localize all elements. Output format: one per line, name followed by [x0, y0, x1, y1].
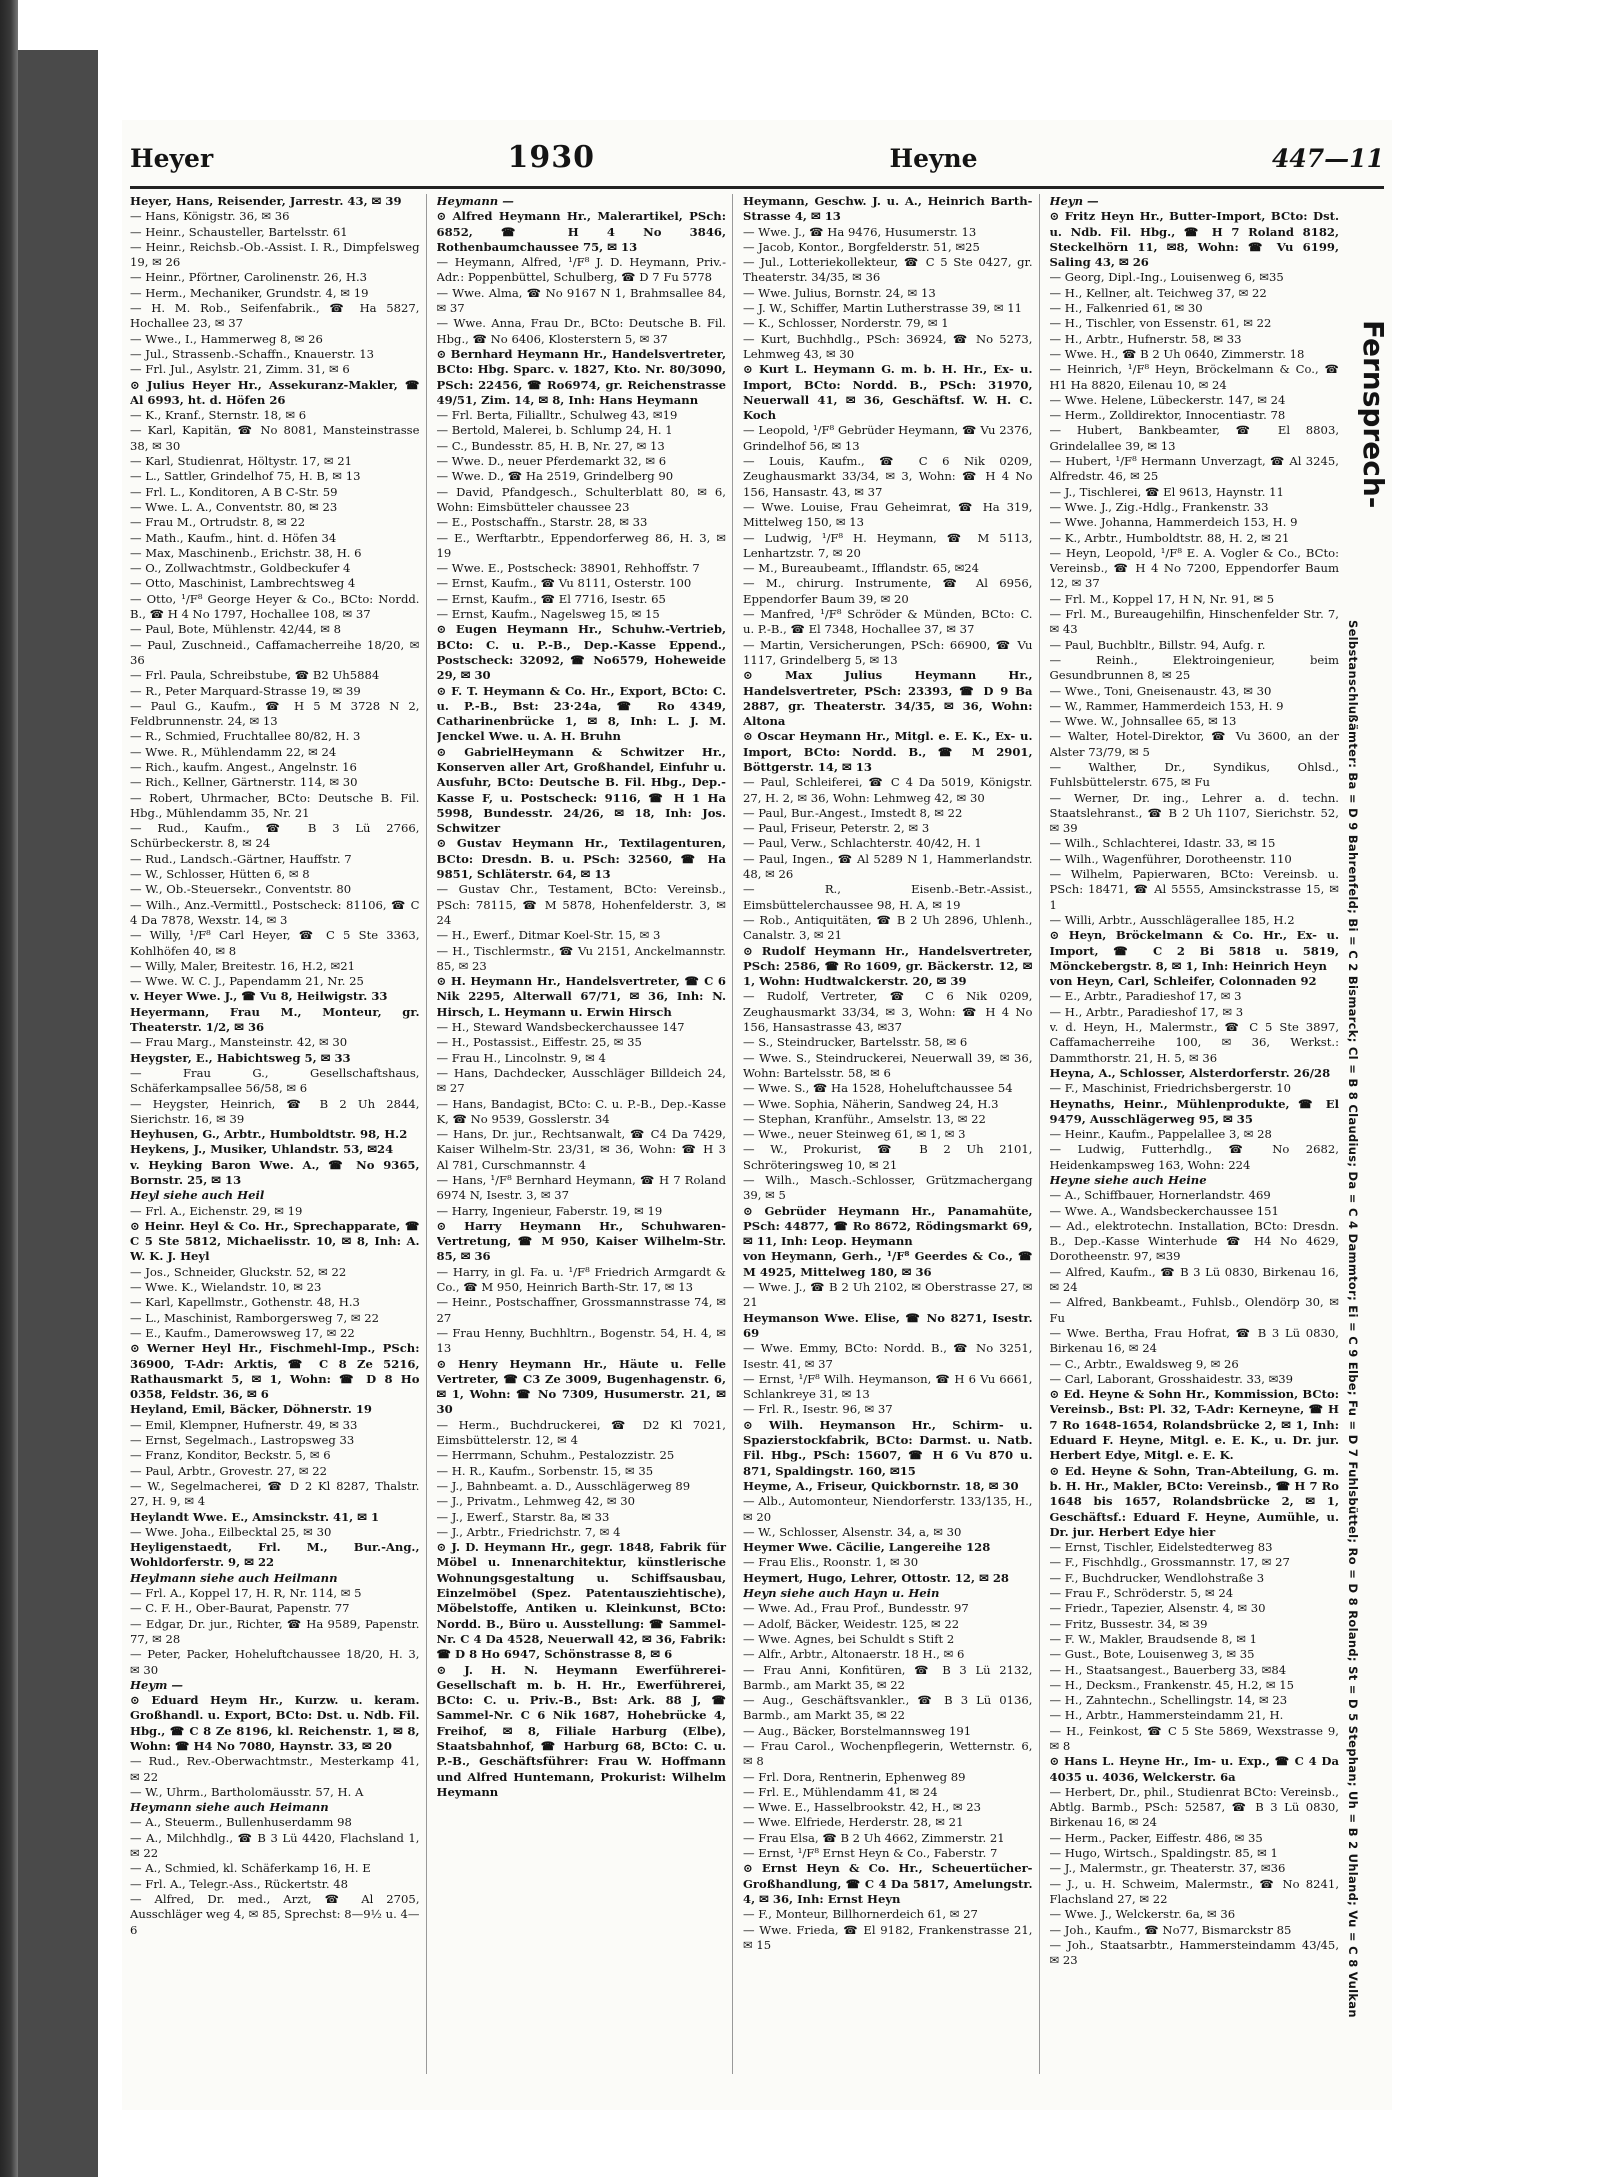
- directory-entry: Heyl siehe auch Heil: [130, 1188, 265, 1203]
- directory-entry: — Heinr., Pförtner, Carolinenstr. 26, H.3: [130, 270, 368, 285]
- directory-entry: — Max, Maschinenb., Erichstr. 38, H. 6: [130, 545, 362, 560]
- directory-entry: — F., Monteur, Billhornerdeich 61, ✉ 27: [743, 1907, 978, 1922]
- directory-entry: — R., Eisenb.-Betr.-Assist., Eimsbüttelerchaussee 98, H. A, ✉ 19: [743, 882, 1033, 912]
- column-3: [743, 194, 1040, 2074]
- directory-entry: ⊙ Eugen Heymann Hr., Schuhw.-Vertrieb, BCto: C. u. P.-B., Dep.-Kasse Eppend., Postscheck: 32092, ☎ No6579, Hoheweide 29, ✉ 30: [436, 622, 726, 683]
- directory-entry: Heymann —: [436, 194, 514, 208]
- directory-entry: — David, Pfandgesch., Schulterblatt 80, ✉ 6, Wohn: Eimsbütteler chaussee 23: [436, 484, 726, 514]
- directory-entry: — F., Maschinist, Friedrichsbergerstr. 10: [1049, 1081, 1292, 1096]
- directory-entry: — Paul, Bur.-Angest., Imstedt 8, ✉ 22: [743, 805, 963, 820]
- directory-entry: v. Heyking Baron Wwe. A., ☎ No 9365, Bornstr. 25, ✉ 13: [130, 1157, 420, 1187]
- directory-entry: — Math., Kaufm., hint. d. Höfen 34: [130, 530, 337, 545]
- directory-entry: — Frau M., Ortrudstr. 8, ✉ 22: [130, 515, 306, 530]
- directory-entry: Heyn —: [1049, 194, 1099, 208]
- directory-entry: ⊙ Rudolf Heymann Hr., Handelsvertreter, PSch: 2586, ☎ Ro 1609, gr. Bäckerstr. 12, ✉ 1, Wohn: Hudtwalckerstr. 20, ✉ 39: [743, 943, 1033, 989]
- directory-entry: — Hans, Königstr. 36, ✉ 36: [130, 209, 290, 224]
- column-2: [437, 194, 734, 2074]
- directory-entry: — Ernst, ¹/F⁸ Ernst Heyn & Co., Faberstr. 7: [743, 1846, 998, 1861]
- directory-entry: — Wwe. Helene, Lübeckerstr. 147, ✉ 24: [1049, 392, 1286, 407]
- directory-entry: — Joh., Kaufm., ☎ No77, Bismarckstr 85: [1049, 1922, 1292, 1937]
- directory-entry: — Heygster, Heinrich, ☎ B 2 Uh 2844, Sierichstr. 16, ✉ 39: [130, 1096, 420, 1126]
- page-header: [130, 140, 1384, 180]
- directory-entry: — Frau F., Schröderstr. 5, ✉ 24: [1049, 1586, 1234, 1601]
- header-first-name: Heyer: [130, 144, 214, 173]
- directory-entry: — Paul, Verw., Schlachterstr. 40/42, H. 1: [743, 836, 982, 851]
- directory-entry: — Willy, Maler, Breitestr. 16, H.2, ✉21: [130, 958, 356, 973]
- directory-page: [122, 120, 1392, 2110]
- directory-entry: — Karl, Kapellmstr., Gothenstr. 48, H.3: [130, 1295, 360, 1310]
- directory-entry: — Wilh., Masch.-Schlosser, Grützmachergang 39, ✉ 5: [743, 1173, 1033, 1203]
- directory-entry: ⊙ Fritz Heyn Hr., Butter-Import, BCto: Dst. u. Ndb. Fil. Hbg., ☎ H 7 Roland 8182, Steckelhörn 11, ✉8, Wohn: ☎ Vu 6199, Saling 43, ✉ 26: [1049, 209, 1339, 270]
- directory-entry: ⊙ Heyn, Bröckelmann & Co. Hr., Ex- u. Import, ☎ C 2 Bi 5818 u. 5819, Mönckebergstr. 8, ✉ 1, Inh: Heinrich Heyn: [1049, 928, 1339, 973]
- directory-entry: ⊙ J. H. N. Heymann Ewerführerei-Gesellschaft m. b. H. Hr., Ewerführerei, BCto: C. u. Priv.-B., Bst: Ark. 88 J, ☎ Sammel-Nr. C 6 Nik 1687, Hohebrücke 4, Freihof, ✉ 8, Filiale Harburg (Elbe), Staatsbahnhof, ☎ Harburg 68, BCto: C. u. P.-B., Geschäftsführer: Frau W. Hoffmann und Alfred Huntemann, Prokurist: Wilhelm Heymann: [436, 1662, 726, 1799]
- directory-entry: — Wwe. K., Wielandstr. 10, ✉ 23: [130, 1280, 322, 1295]
- directory-entry: — J., Bahnbeamt. a. D., Ausschlägerweg 89: [436, 1478, 691, 1493]
- scan-margin: [18, 50, 98, 2177]
- directory-entry: — Franz, Konditor, Beckstr. 5, ✉ 6: [130, 1448, 331, 1463]
- directory-entry: — Alfred, Bankbeamt., Fuhlsb., Olendörp 30, ✉ Fu: [1049, 1295, 1339, 1325]
- directory-entry: von Heyn, Carl, Schleifer, Colonnaden 92: [1049, 974, 1317, 989]
- directory-entry: Heyn siehe auch Hayn u. Hein: [743, 1586, 940, 1601]
- directory-entry: — W., Rammer, Hammerdeich 153, H. 9: [1049, 698, 1284, 713]
- directory-entry: — Alfred, Dr. med., Arzt, ☎ Al 2705, Ausschläger weg 4, ✉ 85, Sprechst: 8—9½ u. 4—6: [130, 1891, 420, 1937]
- directory-entry: — E., Arbtr., Paradieshof 17, ✉ 3: [1049, 989, 1242, 1004]
- directory-entry: — Frl. M., Bureaugehilfin, Hinschenfelder Str. 7, ✉ 43: [1049, 607, 1339, 637]
- directory-entry: — Hans, Dachdecker, Ausschläger Billdeich 24, ✉ 27: [436, 1065, 726, 1096]
- directory-entry: ⊙ Ed. Heyne & Sohn, Tran-Abteilung, G. m. b. H. Hr., Makler, BCto: Vereinsb., ☎ H 7 Ro 1648 bis 1657, Rolandsbrücke 2, ✉ 1, Geschäftsf.: Eduard F. Heyne, Aumühle, u. Dr. jur. Herbert Edye hier: [1049, 1463, 1339, 1539]
- directory-entry: — Hugo, Wirtsch., Spaldingstr. 85, ✉ 1: [1049, 1846, 1278, 1861]
- directory-entry: — A., Milchhdlg., ☎ B 3 Lü 4420, Flachsland 1, ✉ 22: [130, 1830, 420, 1861]
- directory-entry: — Frau Carol., Wochenpflegerin, Wetternstr. 6, ✉ 8: [743, 1738, 1033, 1769]
- directory-entry: ⊙ Max Julius Heymann Hr., Handelsvertreter, PSch: 23393, ☎ D 9 Ba 2887, gr. Theaterstr. 34/35, ✉ 36, Wohn: Altona: [743, 668, 1033, 729]
- directory-entry: — Hubert, Bankbeamter, ☎ El 8803, Grindelallee 39, ✉ 13: [1049, 423, 1339, 453]
- directory-entry: — Wilh., Anz.-Vermittl., Postscheck: 81106, ☎ C 4 Da 7878, Wexstr. 14, ✉ 3: [130, 897, 420, 927]
- directory-entry: — Paul, Arbtr., Grovestr. 27, ✉ 22: [130, 1463, 328, 1478]
- directory-entry: — Paul, Bote, Mühlenstr. 42/44, ✉ 8: [130, 622, 342, 637]
- directory-entry: — Wilhelm, Papierwaren, BCto: Vereinsb. u. PSch: 18471, ☎ Al 5555, Amsinckstrasse 15, ✉ 1: [1049, 867, 1339, 912]
- directory-entry: Heygster, E., Habichtsweg 5, ✉ 33: [130, 1050, 351, 1065]
- directory-entry: — Hans, Dr. jur., Rechtsanwalt, ☎ C4 Da 7429, Kaiser Wilhelm-Str. 23/31, ✉ 36, Wohn: ☎ H 3 Al 781, Curschmannstr. 4: [436, 1127, 726, 1172]
- directory-entry: — K., Arbtr., Humboldtstr. 88, H. 2, ✉ 21: [1049, 530, 1290, 545]
- directory-entry: — W., Prokurist, ☎ B 2 Uh 2101, Schröteringsweg 10, ✉ 21: [743, 1142, 1033, 1172]
- directory-entry: — J. W., Schiffer, Martin Lutherstrasse 39, ✉ 11: [743, 301, 1023, 316]
- directory-entry: — Herm., Zolldirektor, Innocentiastr. 78: [1049, 408, 1286, 423]
- directory-entry: — Alfred, Kaufm., ☎ B 3 Lü 0830, Birkenau 16, ✉ 24: [1049, 1264, 1339, 1295]
- directory-entry: Heylmann siehe auch Heilmann: [130, 1570, 338, 1585]
- directory-entry: — Walther, Dr., Syndikus, Ohlsd., Fuhlsbüttelerstr. 675, ✉ Fu: [1049, 759, 1339, 790]
- directory-entry: — Hubert, ¹/F⁸ Hermann Unverzagt, ☎ Al 3245, Alfredstr. 46, ✉ 25: [1049, 454, 1339, 484]
- directory-columns: [130, 194, 1345, 2074]
- directory-entry: — F., Buchdrucker, Wendlohstraße 3: [1049, 1570, 1265, 1585]
- directory-entry: — Stephan, Kranführ., Amselstr. 13, ✉ 22: [743, 1111, 986, 1126]
- directory-entry: — Alfr., Arbtr., Altonaerstr. 18 H., ✉ 6: [743, 1647, 965, 1662]
- directory-entry: — L., Maschinist, Ramborgersweg 7, ✉ 22: [130, 1310, 379, 1325]
- directory-entry: — C., Arbtr., Ewaldsweg 9, ✉ 26: [1049, 1356, 1239, 1371]
- directory-entry: — Wwe. Anna, Frau Dr., BCto: Deutsche B. Fil. Hbg., ☎ No 6406, Klosterstern 5, ✉ 37: [436, 316, 726, 346]
- directory-entry: — Hans, ¹/F⁸ Bernhard Heymann, ☎ H 7 Roland 6974 N, Isestr. 3, ✉ 37: [436, 1173, 726, 1203]
- directory-entry: — Otto, Maschinist, Lambrechtsweg 4: [130, 576, 356, 591]
- directory-entry: — Willi, Arbtr., Ausschlägerallee 185, H.2: [1049, 912, 1295, 927]
- directory-entry: — Ludwig, Futterhdlg., ☎ No 2682, Heidenkampsweg 163, Wohn: 224: [1049, 1142, 1339, 1172]
- directory-entry: — H., Ewerf., Ditmar Koel-Str. 15, ✉ 3: [436, 928, 661, 943]
- directory-entry: ⊙ Gustav Heymann Hr., Textilagenturen, BCto: Dresdn. B. u. PSch: 32560, ☎ Ha 9851, Schläterstr. 64, ✉ 13: [436, 836, 726, 882]
- directory-entry: — Wwe., neuer Steinweg 61, ✉ 1, ✉ 3: [743, 1127, 966, 1142]
- directory-entry: — Wwe. A., Wandsbeckerchaussee 151: [1049, 1203, 1279, 1218]
- directory-entry: — R., Schmied, Fruchtallee 80/82, H. 3: [130, 729, 361, 744]
- directory-entry: Heymann, Geschw. J. u. A., Heinrich Barth-Strasse 4, ✉ 13: [743, 194, 1033, 224]
- directory-entry: ⊙ H. Heymann Hr., Handelsvertreter, ☎ C 6 Nik 2295, Alterwall 67/71, ✉ 36, Inh: N. Hirsch, L. Heymann u. Erwin Hirsch: [436, 974, 726, 1019]
- directory-entry: Heymert, Hugo, Lehrer, Ottostr. 12, ✉ 28: [743, 1570, 1009, 1585]
- directory-entry: — Frau Henny, Buchhltrn., Bogenstr. 54, H. 4, ✉ 13: [436, 1325, 726, 1356]
- directory-entry: — Frl. Berta, Filialltr., Schulweg 43, ✉19: [436, 408, 678, 423]
- directory-entry: ⊙ F. T. Heymann & Co. Hr., Export, BCto: C. u. P.-B., Bst: 23·24a, ☎ Ro 4349, Catharinenbrücke 1, ✉ 8, Inh: L. J. M. Jenckel Wwe. u. A. H. Bruhn: [436, 683, 726, 744]
- directory-entry: — Ernst, ¹/F⁸ Wilh. Heymanson, ☎ H 6 Vu 6661, Schlankreye 31, ✉ 13: [743, 1371, 1033, 1402]
- directory-entry: — Wwe., Toni, Gneisenaustr. 43, ✉ 30: [1049, 683, 1272, 698]
- directory-entry: — Ernst, Kaufm., Nagelsweg 15, ✉ 15: [436, 607, 660, 622]
- directory-entry: Heylandt Wwe. E., Amsinckstr. 41, ✉ 1: [130, 1509, 380, 1524]
- directory-entry: — Paul, Friseur, Peterstr. 2, ✉ 3: [743, 821, 930, 836]
- directory-entry: — Ernst, Segelmach., Lastropsweg 33: [130, 1433, 355, 1448]
- directory-entry: — Ernst, Tischler, Eidelstedterweg 83: [1049, 1540, 1273, 1555]
- directory-entry: — Aug., Bäcker, Borstelmannsweg 191: [743, 1723, 972, 1738]
- sidebar-title: Fernsprech-: [1357, 320, 1390, 509]
- directory-entry: — Ludwig, ¹/F⁸ H. Heymann, ☎ M 5113, Lenhartzstr. 7, ✉ 20: [743, 530, 1033, 560]
- directory-entry: — Harry, Ingenieur, Faberstr. 19, ✉ 19: [436, 1203, 663, 1218]
- sidebar-phone-legend: [1346, 320, 1392, 2018]
- directory-entry: — H., Kellner, alt. Teichweg 37, ✉ 22: [1049, 285, 1267, 300]
- directory-entry: — Peter, Packer, Hoheluftchaussee 18/20, H. 3, ✉ 30: [130, 1647, 420, 1677]
- directory-entry: — Wwe. Bertha, Frau Hofrat, ☎ B 3 Lü 0830, Birkenau 16, ✉ 24: [1049, 1325, 1339, 1356]
- directory-entry: Heyligenstaedt, Frl. M., Bur.-Ang., Wohldorferstr. 9, ✉ 22: [130, 1540, 420, 1570]
- directory-entry: — Emil, Klempner, Hufnerstr. 49, ✉ 33: [130, 1417, 358, 1432]
- directory-entry: — Frl. E., Mühlendamm 41, ✉ 24: [743, 1784, 938, 1799]
- directory-entry: Heyna, A., Schlosser, Alsterdorferstr. 26/28: [1049, 1065, 1331, 1080]
- directory-entry: — A., Schmied, kl. Schäferkamp 16, H. E: [130, 1861, 371, 1876]
- directory-entry: — Fritz, Bussestr. 34, ✉ 39: [1049, 1616, 1208, 1631]
- directory-entry: — Rich., Kellner, Gärtnerstr. 114, ✉ 30: [130, 775, 358, 790]
- directory-entry: — Alb., Automonteur, Niendorferstr. 133/135, H., ✉ 20: [743, 1494, 1033, 1524]
- directory-entry: — J., Tischlerei, ☎ El 9613, Haynstr. 11: [1049, 484, 1284, 499]
- directory-entry: Heyne siehe auch Heine: [1049, 1173, 1207, 1187]
- directory-entry: — Wwe. H., ☎ B 2 Uh 0640, Zimmerstr. 18: [1049, 346, 1305, 361]
- directory-entry: — Heinrich, ¹/F⁸ Heyn, Bröckelmann & Co., ☎ H1 Ha 8820, Eilenau 10, ✉ 24: [1049, 362, 1339, 392]
- directory-entry: — H., Zahntechn., Schellingstr. 14, ✉ 23: [1049, 1693, 1288, 1708]
- directory-entry: — Ernst, Kaufm., ☎ Vu 8111, Osterstr. 100: [436, 576, 692, 591]
- directory-entry: — W., Uhrm., Bartholomäusstr. 57, H. A: [130, 1784, 364, 1799]
- directory-entry: — M., Bureaubeamt., Ifflandstr. 65, ✉24: [743, 561, 980, 576]
- directory-entry: — Herrmann, Schuhm., Pestalozzistr. 25: [436, 1448, 675, 1463]
- directory-entry: — Jul., Strassenb.-Schaffn., Knauerstr. 13: [130, 346, 374, 361]
- directory-entry: — Herm., Mechaniker, Grundstr. 4, ✉ 19: [130, 285, 369, 300]
- directory-entry: — Kurt, Buchhdlg., PSch: 36924, ☎ No 5273, Lehmweg 43, ✉ 30: [743, 331, 1033, 361]
- directory-entry: — Rudolf, Vertreter, ☎ C 6 Nik 0209, Zeughausmarkt 33/34, ✉ 3, Wohn: ☎ H 4 No 156, Hansastrasse 43, ✉37: [743, 989, 1033, 1035]
- directory-entry: — Wwe. Elfriede, Herderstr. 28, ✉ 21: [743, 1815, 964, 1830]
- directory-entry: — Wwe. S., Steindruckerei, Neuerwall 39, ✉ 36, Wohn: Bartelsstr. 58, ✉ 6: [743, 1050, 1033, 1080]
- directory-entry: — Jacob, Kontor., Borgfelderstr. 51, ✉25: [743, 239, 980, 254]
- directory-entry: — Edgar, Dr. jur., Richter, ☎ Ha 9589, Papenstr. 77, ✉ 28: [130, 1616, 420, 1646]
- directory-entry: — H. M. Rob., Seifenfabrik., ☎ Ha 5827, Hochallee 23, ✉ 37: [130, 301, 420, 331]
- directory-entry: — Wwe. Alma, ☎ No 9167 N 1, Brahmsallee 84, ✉ 37: [436, 285, 726, 316]
- directory-entry: — Wwe. D., ☎ Ha 2519, Grindelberg 90: [436, 469, 674, 484]
- directory-entry: — Frau Marg., Mansteinstr. 42, ✉ 30: [130, 1035, 348, 1050]
- directory-entry: — Frl. A., Koppel 17, H. R, Nr. 114, ✉ 5: [130, 1586, 362, 1601]
- directory-entry: — Herbert, Dr., phil., Studienrat BCto: Vereinsb., Abtlg. Barmb., PSch: 52587, ☎ B 3 Lü 0830, Birkenau 16, ✉ 24: [1049, 1784, 1339, 1830]
- directory-entry: — Frau G., Gesellschaftshaus, Schäferkampsallee 56/58, ✉ 6: [130, 1065, 420, 1096]
- directory-entry: — Gustav Chr., Testament, BCto: Vereinsb., PSch: 78115, ☎ M 5878, Hohenfelderstr. 3, ✉ 24: [436, 882, 726, 927]
- scan-edge: [0, 0, 18, 2177]
- directory-entry: — J., Privatm., Lehmweg 42, ✉ 30: [436, 1494, 635, 1509]
- directory-entry: — Martin, Versicherungen, PSch: 66900, ☎ Vu 1117, Grindelberg 5, ✉ 13: [743, 637, 1033, 667]
- directory-entry: — Frau Elsa, ☎ B 2 Uh 4662, Zimmerstr. 21: [743, 1830, 1005, 1845]
- directory-entry: — Wwe. Ad., Frau Prof., Bundesstr. 97: [743, 1601, 969, 1616]
- directory-entry: Heynaths, Heinr., Mühlenprodukte, ☎ El 9479, Ausschlägerweg 95, ✉ 35: [1049, 1096, 1339, 1126]
- directory-entry: — Heyn, Leopold, ¹/F⁸ E. A. Vogler & Co., BCto: Vereinsb., ☎ H 4 No 7200, Eppendorfer Baum 12, ✉ 37: [1049, 545, 1339, 591]
- directory-entry: — Rob., Antiquitäten, ☎ B 2 Uh 2896, Uhlenh., Canalstr. 3, ✉ 21: [743, 912, 1033, 943]
- directory-entry: — F. W., Makler, Braudsende 8, ✉ 1: [1049, 1631, 1257, 1646]
- directory-entry: — W., Ob.-Steuersekr., Conventstr. 80: [130, 882, 352, 897]
- directory-entry: — Wwe. R., Mühlendamm 22, ✉ 24: [130, 744, 337, 759]
- directory-entry: — Frl. Jul., Asylstr. 21, Zimm. 31, ✉ 6: [130, 362, 350, 377]
- directory-entry: — H., Tischler, von Essenstr. 61, ✉ 22: [1049, 316, 1272, 331]
- header-page-number: 447—11: [1272, 144, 1384, 173]
- directory-entry: — Wwe. L. A., Conventstr. 80, ✉ 23: [130, 499, 338, 514]
- directory-entry: — J., Arbtr., Friedrichstr. 7, ✉ 4: [436, 1524, 621, 1539]
- directory-entry: Heymann siehe auch Heimann: [130, 1800, 329, 1815]
- directory-entry: von Heymann, Gerh., ¹/F⁸ Geerdes & Co., ☎ M 4925, Mittelweg 180, ✉ 36: [743, 1249, 1033, 1279]
- directory-entry: — W., Segelmacherei, ☎ D 2 Kl 8287, Thalstr. 27, H. 9, ✉ 4: [130, 1478, 420, 1509]
- sidebar-subtitle: Selbstanschlußämter: Ba = D 9 Bahrenfeld; Bi = C 2 Bismarck; Cl = B 8 Claudius; Da = C 4 Dammtor; Ei = C 9 Elbe; Fu = D 7 Fuhlsbüttel; Ro = D 8 Roland; St = D 5 Stephan; Uh = B 2 Uhland; Vu = C 8 Vulkan: [1346, 620, 1360, 2018]
- column-1: [130, 194, 427, 2074]
- directory-entry: — Paul, Buchbltr., Billstr. 94, Aufg. r.: [1049, 637, 1266, 652]
- directory-entry: — Frau H., Lincolnstr. 9, ✉ 4: [436, 1050, 606, 1065]
- directory-entry: — Wwe. E., Postscheck: 38901, Rehhoffstr. 7: [436, 561, 700, 576]
- directory-entry: — Werner, Dr. ing., Lehrer a. d. techn. Staatslehranst., ☎ B 2 Uh 1107, Sierichstr. 52, ✉ 39: [1049, 790, 1339, 836]
- directory-entry: — Gust., Bote, Louisenweg 3, ✉ 35: [1049, 1647, 1255, 1662]
- directory-entry: — H., Feinkost, ☎ C 5 Ste 5869, Wexstrasse 9, ✉ 8: [1049, 1723, 1339, 1753]
- directory-entry: — H., Postassist., Eiffestr. 25, ✉ 35: [436, 1035, 642, 1050]
- directory-entry: — Frl. M., Koppel 17, H N, Nr. 91, ✉ 5: [1049, 591, 1275, 606]
- directory-entry: — J., Malermstr., gr. Theaterstr. 37, ✉36: [1049, 1861, 1286, 1876]
- directory-entry: — Wwe. J., ☎ B 2 Uh 2102, ✉ Oberstrasse 27, ✉ 21: [743, 1280, 1033, 1310]
- directory-entry: — K., Schlosser, Norderstr. 79, ✉ 1: [743, 316, 949, 331]
- directory-entry: — Otto, ¹/F⁸ George Heyer & Co., BCto: Nordd. B., ☎ H 4 No 1797, Hochallee 108, ✉ 37: [130, 591, 420, 622]
- directory-entry: — F., Fischhdlg., Grossmannstr. 17, ✉ 27: [1049, 1555, 1290, 1570]
- directory-entry: Heyme, A., Friseur, Quickbornstr. 18, ✉ 30: [743, 1478, 1019, 1493]
- directory-entry: — Wwe. E., Hasselbrookstr. 42, H., ✉ 23: [743, 1800, 981, 1815]
- directory-entry: — Wwe. Frieda, ☎ El 9182, Frankenstrasse 21, ✉ 15: [743, 1922, 1033, 1952]
- directory-entry: — Wwe. Julius, Bornstr. 24, ✉ 13: [743, 285, 936, 300]
- directory-entry: v. Heyer Wwe. J., ☎ Vu 8, Heilwigstr. 33: [130, 989, 388, 1004]
- directory-entry: — Wilh., Wagenführer, Dorotheenstr. 110: [1049, 851, 1292, 866]
- directory-entry: ⊙ GabrielHeymann & Schwitzer Hr., Konserven aller Art, Großhandel, Einfuhr u. Ausfuhr, BCto: Deutsche B. Fil. Hbg., Dep.-Kasse F, u. Postscheck: 9116, ☎ H 1 Ha 5998, Bundesstr. 24/26, ✉ 18, Inh: Jos. Schwitzer: [436, 744, 726, 836]
- directory-entry: — Herm., Buchdruckerei, ☎ D2 Kl 7021, Eimsbüttelerstr. 12, ✉ 4: [436, 1417, 726, 1448]
- directory-entry: ⊙ Ed. Heyne & Sohn Hr., Kommission, BCto: Vereinsb., Bst: Pl. 32, T-Adr: Kerneyne, ☎ H 7 Ro 1648-1654, Rolandsbrücke 2, ✉ 1, Inh: Eduard F. Heyne, Mitgl. e. E. K., u. Dr. jur. Herbert Edye, Mitgl. e. E. K.: [1049, 1387, 1339, 1463]
- directory-entry: — Carl, Laborant, Grosshaidestr. 33, ✉39: [1049, 1371, 1294, 1386]
- directory-entry: — Rud., Landsch.-Gärtner, Hauffstr. 7: [130, 851, 352, 866]
- directory-entry: — Ad., elektrotechn. Installation, BCto: Dresdn. B., Dep.-Kasse Winterhude ☎ H4 No 4629, Dorotheenstr. 97, ✉39: [1049, 1218, 1339, 1264]
- directory-entry: Heyer, Hans, Reisender, Jarrestr. 43, ✉ 39: [130, 194, 402, 208]
- directory-entry: Heyermann, Frau M., Monteur, gr. Theaterstr. 1/2, ✉ 36: [130, 1004, 420, 1035]
- directory-entry: — Adolf, Bäcker, Weidestr. 125, ✉ 22: [743, 1616, 960, 1631]
- directory-entry: Heykens, J., Musiker, Uhlandstr. 53, ✉24: [130, 1142, 394, 1157]
- directory-entry: — Leopold, ¹/F⁸ Gebrüder Heymann, ☎ Vu 2376, Grindelhof 56, ✉ 13: [743, 423, 1033, 453]
- directory-entry: ⊙ Bernhard Heymann Hr., Handelsvertreter, BCto: Hbg. Sparc. v. 1827, Kto. Nr. 80/3090, PSch: 22456, ☎ Ro6974, gr. Reichenstrasse 49/51, Zim. 14, ✉ 8, Inh: Hans Heymann: [436, 346, 726, 407]
- directory-entry: — R., Peter Marquard-Strasse 19, ✉ 39: [130, 683, 361, 698]
- directory-entry: — Reinh., Elektroingenieur, beim Gesundbrunnen 8, ✉ 25: [1049, 652, 1339, 683]
- directory-entry: — Herm., Packer, Eiffestr. 486, ✉ 35: [1049, 1830, 1263, 1845]
- column-4: [1050, 194, 1346, 2074]
- directory-entry: — L., Sattler, Grindelhof 75, H. B, ✉ 13: [130, 469, 361, 484]
- directory-entry: Heyhusen, G., Arbtr., Humboldtstr. 98, H.2: [130, 1127, 408, 1142]
- directory-entry: ⊙ J. D. Heymann Hr., gegr. 1848, Fabrik für Möbel u. Innenarchitektur, künstlerische Wohnungsgestaltung u. Schiffsausbau, Einzelmöbel (Spez. Patentausziehtische), Möbelstoffe, Antiken u. Kleinkunst, BCto: Nordd. B., Büro u. Ausstellung: ☎ Sammel-Nr. C 4 Da 4528, Neuerwall 42, ✉ 36, Fabrik: ☎ D 8 Ho 6947, Schönstrasse 8, ✉ 6: [436, 1540, 726, 1662]
- directory-entry: — H., Arbtr., Hufnerstr. 58, ✉ 33: [1049, 331, 1242, 346]
- directory-entry: — Aug., Geschäftsvankler., ☎ B 3 Lü 0136, Barmb., am Markt 35, ✉ 22: [743, 1693, 1033, 1723]
- directory-entry: ⊙ Ernst Heyn & Co. Hr., Scheuertücher-Großhandlung, ☎ C 4 Da 5817, Amelungstr. 4, ✉ 36, Inh: Ernst Heyn: [743, 1861, 1033, 1906]
- directory-entry: — Robert, Uhrmacher, BCto: Deutsche B. Fil. Hbg., Mühlendamm 35, Nr. 21: [130, 790, 420, 820]
- directory-entry: — A., Steuerm., Bullenhuserdamm 98: [130, 1815, 352, 1830]
- directory-entry: — Heinr., Reichsb.-Ob.-Assist. I. R., Dimpfelsweg 19, ✉ 26: [130, 239, 420, 270]
- directory-entry: — Georg, Dipl.-Ing., Louisenweg 6, ✉35: [1049, 270, 1284, 285]
- directory-entry: — Louis, Kaufm., ☎ C 6 Nik 0209, Zeughausmarkt 33/34, ✉ 3, Wohn: ☎ H 4 No 156, Hansastr. 43, ✉ 37: [743, 454, 1033, 499]
- directory-entry: Heyland, Emil, Bäcker, Döhnerstr. 19: [130, 1402, 372, 1417]
- directory-entry: — J., Ewerf., Starstr. 8a, ✉ 33: [436, 1509, 610, 1524]
- directory-entry: — H., Arbtr., Paradieshof 17, ✉ 3: [1049, 1004, 1244, 1019]
- directory-entry: — Frl. L., Konditoren, A B C-Str. 59: [130, 484, 338, 499]
- directory-entry: — H., Staatsangest., Bauerberg 33, ✉84: [1049, 1662, 1287, 1677]
- directory-entry: — Bertold, Malerei, b. Schlump 24, H. 1: [436, 423, 673, 438]
- directory-entry: ⊙ Kurt L. Heymann G. m. b. H. Hr., Ex- u. Import, BCto: Nordd. B., PSch: 31970, Neuerwall 41, ✉ 36, Geschäftsf. W. H. C. Koch: [743, 362, 1033, 423]
- directory-entry: ⊙ Gebrüder Heymann Hr., Panamahüte, PSch: 44877, ☎ Ro 8672, Rödingsmarkt 69, ✉ 11, Inh: Leop. Heymann: [743, 1203, 1033, 1249]
- directory-entry: ⊙ Alfred Heymann Hr., Malerartikel, PSch: 6852, ☎ H 4 No 3846, Rothenbaumchaussee 75, ✉ 13: [436, 209, 726, 254]
- directory-entry: Heymer Wwe. Cäcilie, Langereihe 128: [743, 1540, 991, 1555]
- directory-entry: — Rud., Kaufm., ☎ B 3 Lü 2766, Schürbeckerstr. 8, ✉ 24: [130, 821, 420, 851]
- directory-entry: — Wwe. Johanna, Hammerdeich 153, H. 9: [1049, 515, 1298, 530]
- header-rule: [130, 186, 1384, 189]
- directory-entry: — Willy, ¹/F⁸ Carl Heyer, ☎ C 5 Ste 3363, Kohlhöfen 40, ✉ 8: [130, 928, 420, 958]
- directory-entry: — Frl. R., Isestr. 96, ✉ 37: [743, 1402, 893, 1417]
- directory-entry: — Frl. Dora, Rentnerin, Ephenweg 89: [743, 1769, 966, 1784]
- directory-entry: — Wwe. Louise, Frau Geheimrat, ☎ Ha 319, Mittelweg 150, ✉ 13: [743, 499, 1033, 530]
- directory-entry: — Wwe. W., Johnsallee 65, ✉ 13: [1049, 714, 1237, 729]
- directory-entry: ⊙ Wilh. Heymanson Hr., Schirm- u. Spazierstockfabrik, BCto: Darmst. u. Natb. Fil. Hbg., PSch: 15607, ☎ H 6 Vu 870 u. 871, Spaldingstr. 160, ✉15: [743, 1417, 1033, 1478]
- directory-entry: — Rich., kaufm. Angest., Angelnstr. 16: [130, 759, 357, 774]
- directory-entry: — M., chirurg. Instrumente, ☎ Al 6956, Eppendorfer Baum 39, ✉ 20: [743, 576, 1033, 606]
- directory-entry: — Heinr., Postschaffner, Grossmannstrasse 74, ✉ 27: [436, 1295, 726, 1325]
- directory-entry: — Wwe. Agnes, bei Schuldt s Stift 2: [743, 1631, 955, 1646]
- directory-entry: — O., Zollwachtmstr., Goldbeckufer 4: [130, 561, 351, 576]
- directory-entry: — Wwe. W. C. J., Papendamm 21, Nr. 25: [130, 974, 364, 989]
- directory-entry: — E., Postschaffn., Starstr. 28, ✉ 33: [436, 515, 648, 530]
- directory-entry: — H., Tischlermstr., ☎ Vu 2151, Anckelmannstr. 85, ✉ 23: [436, 943, 726, 973]
- header-year: 1930: [507, 140, 596, 175]
- directory-entry: — Rud., Rev.-Oberwachtmstr., Mesterkamp 41, ✉ 22: [130, 1754, 420, 1784]
- directory-entry: — Joh., Staatsarbtr., Hammersteindamm 43/45, ✉ 23: [1049, 1937, 1339, 1968]
- directory-entry: — W., Schlosser, Hütten 6, ✉ 8: [130, 867, 310, 882]
- directory-entry: — Frl. Paula, Schreibstube, ☎ B2 Uh5884: [130, 668, 380, 683]
- directory-entry: — Paul, Schleiferei, ☎ C 4 Da 5019, Königstr. 27, H. 2, ✉ 36, Wohn: Lehmweg 42, ✉ 30: [743, 775, 1033, 805]
- directory-entry: ⊙ Julius Heyer Hr., Assekuranz-Makler, ☎ Al 6993, ht. d. Höfen 26: [130, 377, 420, 407]
- directory-entry: — Friedr., Tapezier, Alsenstr. 4, ✉ 30: [1049, 1601, 1266, 1616]
- directory-entry: — H., Steward Wandsbeckerchaussee 147: [436, 1020, 685, 1035]
- directory-entry: — Jos., Schneider, Gluckstr. 52, ✉ 22: [130, 1264, 347, 1279]
- directory-entry: — Karl, Studienrat, Höltystr. 17, ✉ 21: [130, 454, 353, 469]
- directory-entry: ⊙ Heinr. Heyl & Co. Hr., Sprechapparate, ☎ C 5 Ste 5812, Michaelisstr. 10, ✉ 8, Inh: A. W. K. J. Heyl: [130, 1218, 420, 1264]
- directory-entry: — Paul G., Kaufm., ☎ H 5 M 3728 N 2, Feldbrunnenstr. 24, ✉ 13: [130, 698, 420, 729]
- directory-entry: — C., Bundesstr. 85, H. B, Nr. 27, ✉ 13: [436, 438, 665, 453]
- directory-entry: — Hans, Bandagist, BCto: C. u. P.-B., Dep.-Kasse K, ☎ No 9539, Gosslerstr. 34: [436, 1096, 726, 1126]
- directory-entry: — S., Steindrucker, Bartelsstr. 58, ✉ 6: [743, 1035, 968, 1050]
- directory-entry: v. d. Heyn, H., Malermstr., ☎ C 5 Ste 3897, Caffamacherreihe 100, ✉ 36, Werkst.: Dammthorstr. 21, H. 5, ✉ 36: [1049, 1020, 1339, 1065]
- directory-entry: — Wilh., Schlachterei, Idastr. 33, ✉ 15: [1049, 836, 1276, 851]
- directory-entry: ⊙ Henry Heymann Hr., Häute u. Felle Vertreter, ☎ C3 Ze 3009, Bugenhagenstr. 6, ✉ 1, Wohn: ☎ No 7309, Husumerstr. 21, ✉ 30: [436, 1356, 726, 1417]
- directory-entry: — Manfred, ¹/F⁸ Schröder & Münden, BCto: C. u. P.-B., ☎ El 7348, Hochallee 37, ✉ 37: [743, 607, 1033, 637]
- directory-entry: — Frau Anni, Konfitüren, ☎ B 3 Lü 2132, Barmb., am Markt 35, ✉ 22: [743, 1662, 1033, 1692]
- directory-entry: — Wwe. J., ☎ Ha 9476, Husumerstr. 13: [743, 224, 977, 239]
- directory-entry: — W., Schlosser, Alsenstr. 34, a, ✉ 30: [743, 1524, 962, 1539]
- directory-entry: — Wwe. Sophia, Näherin, Sandweg 24, H.3: [743, 1096, 999, 1111]
- directory-entry: — Heinr., Schausteller, Bartelsstr. 61: [130, 224, 348, 239]
- directory-entry: — H., Arbtr., Hammersteindamm 21, H.: [1049, 1708, 1284, 1723]
- directory-entry: — E., Werftarbtr., Eppendorferweg 86, H. 3, ✉ 19: [436, 530, 726, 560]
- directory-entry: ⊙ Werner Heyl Hr., Fischmehl-Imp., PSch: 36900, T-Adr: Arktis, ☎ C 8 Ze 5216, Rathausmarkt 5, ✉ 1, Wohn: ☎ D 8 Ho 0358, Feldstr. 36, ✉ 6: [130, 1341, 420, 1402]
- directory-entry: — Ernst, Kaufm., ☎ El 7716, Isestr. 65: [436, 591, 666, 606]
- directory-entry: — Harry, in gl. Fa. u. ¹/F⁸ Friedrich Armgardt & Co., ☎ M 950, Heinrich Barth-Str. 17, ✉ 13: [436, 1264, 726, 1295]
- directory-entry: — E., Kaufm., Damerowsweg 17, ✉ 22: [130, 1325, 355, 1340]
- directory-entry: — Paul, Ingen., ☎ Al 5289 N 1, Hammerlandstr. 48, ✉ 26: [743, 851, 1033, 882]
- directory-entry: — A., Schiffbauer, Hornerlandstr. 469: [1049, 1188, 1271, 1203]
- directory-entry: — Karl, Kapitän, ☎ No 8081, Mansteinstrasse 38, ✉ 30: [130, 423, 420, 453]
- directory-entry: Heymanson Wwe. Elise, ☎ No 8271, Isestr. 69: [743, 1310, 1033, 1340]
- directory-entry: — Paul, Zuschneid., Caffamacherreihe 18/20, ✉ 36: [130, 637, 420, 667]
- directory-entry: — J., u. H. Schweim, Malermstr., ☎ No 8241, Flachsland 27, ✉ 22: [1049, 1876, 1339, 1906]
- directory-entry: — Walter, Hotel-Direktor, ☎ Vu 3600, an der Alster 73/79, ✉ 5: [1049, 729, 1339, 759]
- directory-entry: — Wwe., I., Hammerweg 8, ✉ 26: [130, 331, 323, 346]
- directory-entry: Heym —: [130, 1677, 183, 1692]
- directory-entry: ⊙ Harry Heymann Hr., Schuhwaren-Vertretung, ☎ M 950, Kaiser Wilhelm-Str. 85, ✉ 36: [436, 1218, 726, 1264]
- directory-entry: — Frl. A., Telegr.-Ass., Rückertstr. 48: [130, 1876, 349, 1891]
- directory-entry: — H., Decksm., Frankenstr. 45, H.2, ✉ 15: [1049, 1677, 1295, 1692]
- directory-entry: — Frl. A., Eichenstr. 29, ✉ 19: [130, 1203, 303, 1218]
- directory-entry: ⊙ Eduard Heym Hr., Kurzw. u. keram. Großhandl. u. Export, BCto: Dst. u. Ndb. Fil. Hbg., ☎ C 8 Ze 8196, kl. Reichenstr. 1, ✉ 8, Wohn: ☎ H4 No 7080, Haynstr. 33, ✉ 20: [130, 1693, 420, 1753]
- directory-entry: — Wwe. Joha., Eilbecktal 25, ✉ 30: [130, 1524, 332, 1539]
- directory-entry: ⊙ Hans L. Heyne Hr., Im- u. Exp., ☎ C 4 Da 4035 u. 4036, Welckerstr. 6a: [1049, 1754, 1339, 1784]
- directory-entry: — Heymann, Alfred, ¹/F⁸ J. D. Heymann, Priv.-Adr.: Poppenbüttel, Schulberg, ☎ D 7 Fu 5778: [436, 255, 726, 285]
- directory-entry: ⊙ Oscar Heymann Hr., Mitgl. e. E. K., Ex- u. Import, BCto: Nordd. B., ☎ M 2901, Böttgerstr. 14, ✉ 13: [743, 729, 1033, 774]
- directory-entry: — Wwe. S., ☎ Ha 1528, Hoheluftchaussee 54: [743, 1081, 1013, 1096]
- directory-entry: — K., Kranf., Sternstr. 18, ✉ 6: [130, 408, 307, 423]
- directory-entry: — Wwe. J., Zig.-Hdlg., Frankenstr. 33: [1049, 499, 1269, 514]
- directory-entry: — H. R., Kaufm., Sorbenstr. 15, ✉ 35: [436, 1463, 654, 1478]
- directory-entry: — Frau Elis., Roonstr. 1, ✉ 30: [743, 1555, 919, 1570]
- header-last-name: Heyne: [889, 144, 978, 173]
- directory-entry: — H., Falkenried 61, ✉ 30: [1049, 301, 1203, 316]
- directory-entry: — C. F. H., Ober-Baurat, Papenstr. 77: [130, 1601, 350, 1616]
- directory-entry: — Wwe. J., Welckerstr. 6a, ✉ 36: [1049, 1907, 1236, 1922]
- directory-entry: — Wwe. Emmy, BCto: Nordd. B., ☎ No 3251, Isestr. 41, ✉ 37: [743, 1341, 1033, 1371]
- directory-entry: — Jul., Lotteriekollekteur, ☎ C 5 Ste 0427, gr. Theaterstr. 34/35, ✉ 36: [743, 255, 1033, 285]
- directory-entry: — Wwe. D., neuer Pferdemarkt 32, ✉ 6: [436, 454, 667, 469]
- directory-entry: — Heinr., Kaufm., Pappelallee 3, ✉ 28: [1049, 1127, 1272, 1142]
